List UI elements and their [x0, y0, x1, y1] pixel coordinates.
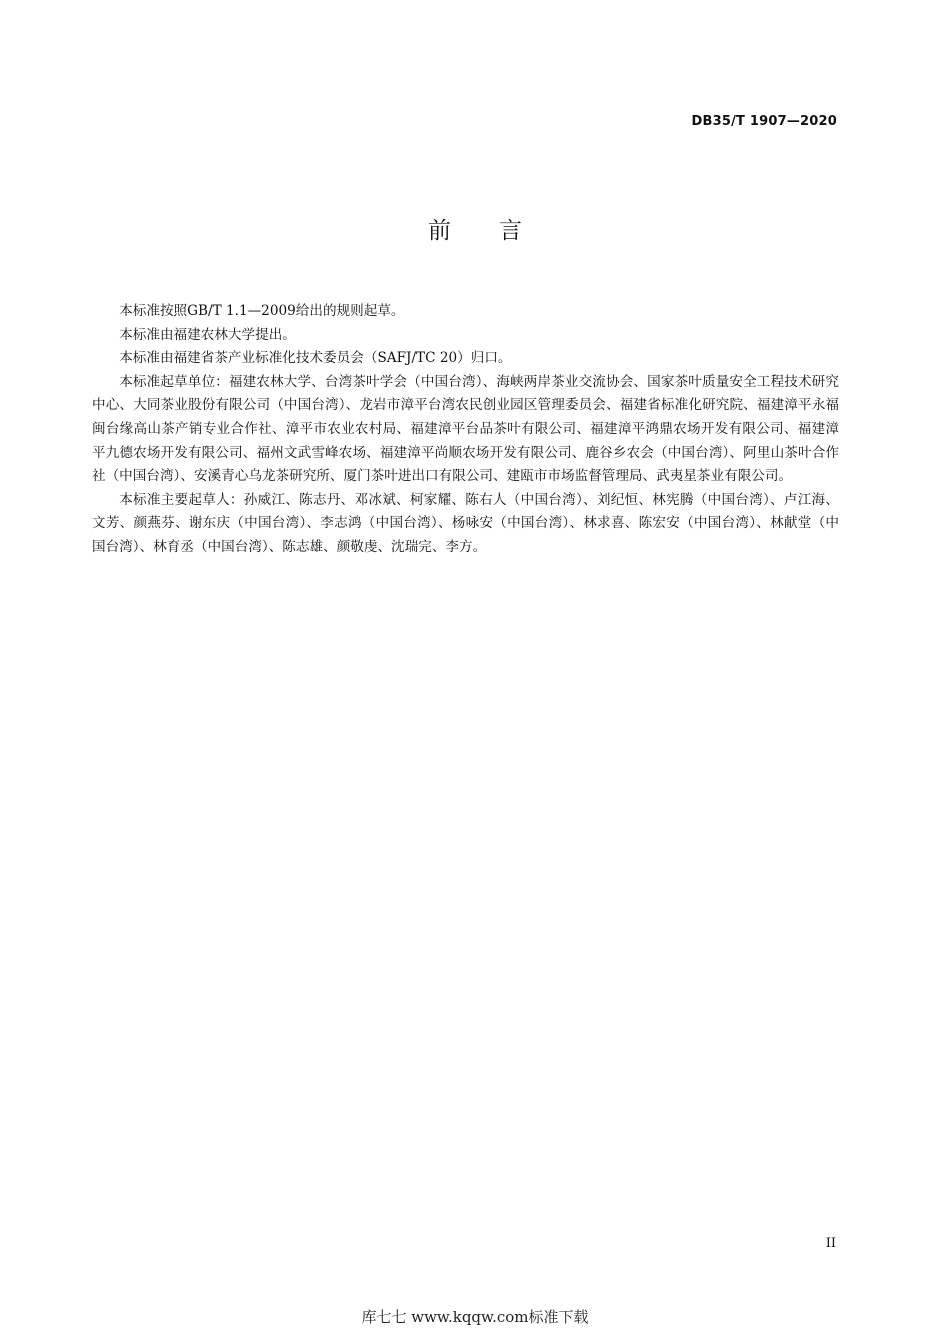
paragraph-drafting-units: 本标准起草单位：福建农林大学、台湾茶叶学会（中国台湾）、海峡两岸茶业交流协会、国家茶叶质量安全工程技术研究中心、大同茶业股份有限公司（中国台湾）、龙岩市漳平台湾农民创业园区管理委员会、福建省标准化研究院、福建漳平永福闽台缘高山茶产销专业合作社、漳平市农业农村局、福建漳平台品茶叶有限公司、福建漳平鸿鼎农场开发有限公司、福建漳平九德农场开发有限公司、福州文武雪峰农场、福建漳平尚顺农场开发有限公司、鹿谷乡农会（中国台湾）、阿里山茶叶合作社（中国台湾）、安溪青心乌龙茶研究所、厦门茶叶进出口有限公司、建瓯市市场监督管理局、武夷星茶业有限公司。 [92, 373, 839, 485]
paragraph-proposer: 本标准由福建农林大学提出。 [119, 326, 296, 343]
paragraph-drafting-rules: 本标准按照GB/T 1.1—2009给出的规则起草。 [119, 303, 405, 319]
document-code: DB35/T 1907—2020 [691, 114, 837, 129]
paragraph-centralized-unit: 本标准由福建省茶产业标准化技术委员会（SAFJ/TC 20）归口。 [119, 350, 512, 367]
foreword-body [92, 300, 839, 560]
page-title: 前言 [428, 218, 570, 244]
page-number: II [825, 1236, 836, 1251]
footer-watermark: 库七七 www.kqqw.com标准下载 [361, 1308, 589, 1326]
paragraph-main-drafters: 本标准主要起草人：孙威江、陈志丹、邓冰斌、柯家耀、陈右人（中国台湾）、刘纪恒、林宪腾（中国台湾）、卢江海、文芳、颜燕芬、谢东庆（中国台湾）、李志鸿（中国台湾）、杨咏安（中国台湾）、林求喜、陈宏安（中国台湾）、林献堂（中国台湾）、林育丞（中国台湾）、陈志雄、颜敬虔、沈瑞完、李方。 [92, 491, 839, 555]
